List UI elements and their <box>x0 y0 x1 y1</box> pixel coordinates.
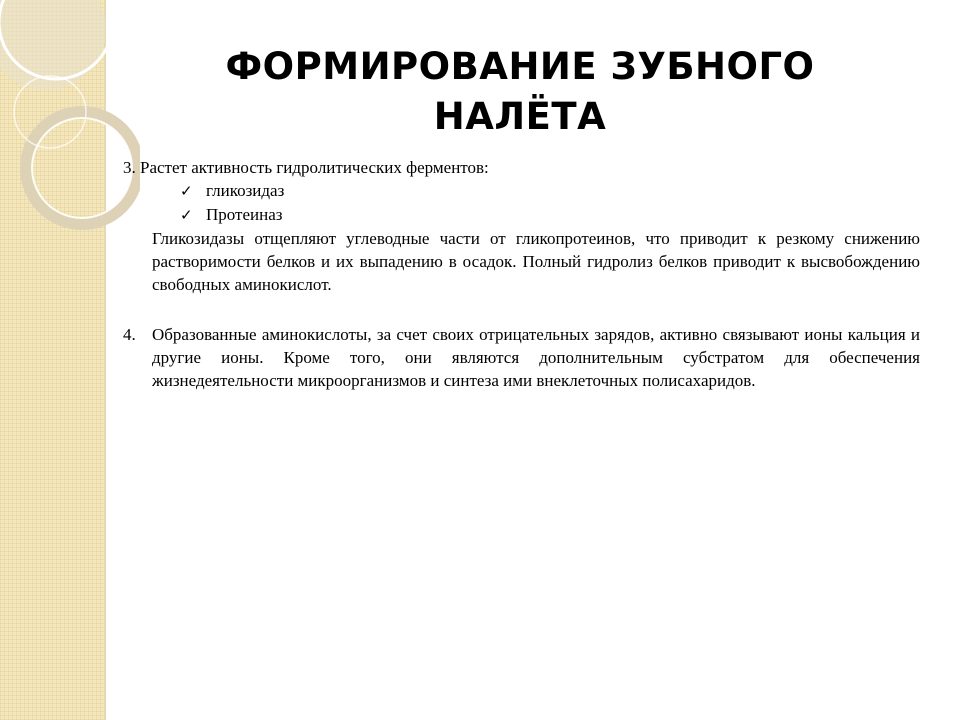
slide-title: ФОРМИРОВАНИЕ ЗУБНОГО НАЛЁТА <box>225 45 815 138</box>
enzyme-label: гликозидаз <box>206 181 285 200</box>
enzyme-list-item <box>180 179 920 203</box>
point-3-description: Гликозидазы отщепляют углеводные части от гликопротеинов, что приводит к резкому снижению растворимости белков и их выпадению в осадок. Полный гидролиз белков приводит к высвобождению свободных аминокислот. <box>152 229 920 294</box>
point-4-number: 4. <box>123 325 136 344</box>
point-4 <box>123 323 920 392</box>
decorative-rings <box>0 0 140 260</box>
enzyme-list <box>123 179 920 227</box>
point-3-heading: 3. Растет активность гидролитических ферментов: <box>123 158 489 177</box>
decorative-ring-inner <box>32 118 132 218</box>
enzyme-list-item <box>180 203 920 227</box>
enzyme-label: Протеиназ <box>206 205 283 224</box>
checkmark-icon: ✓ <box>180 206 193 224</box>
slide-content <box>123 156 920 392</box>
checkmark-icon: ✓ <box>180 182 193 200</box>
point-4-text: Образованные аминокислоты, за счет своих отрицательных зарядов, активно связывают ионы кальция и другие ионы. Кроме того, они являются дополнительным субстратом для обеспечения жизнедеятельности микроорганизмов и синтеза ими внеклеточных полисахаридов. <box>152 325 920 390</box>
